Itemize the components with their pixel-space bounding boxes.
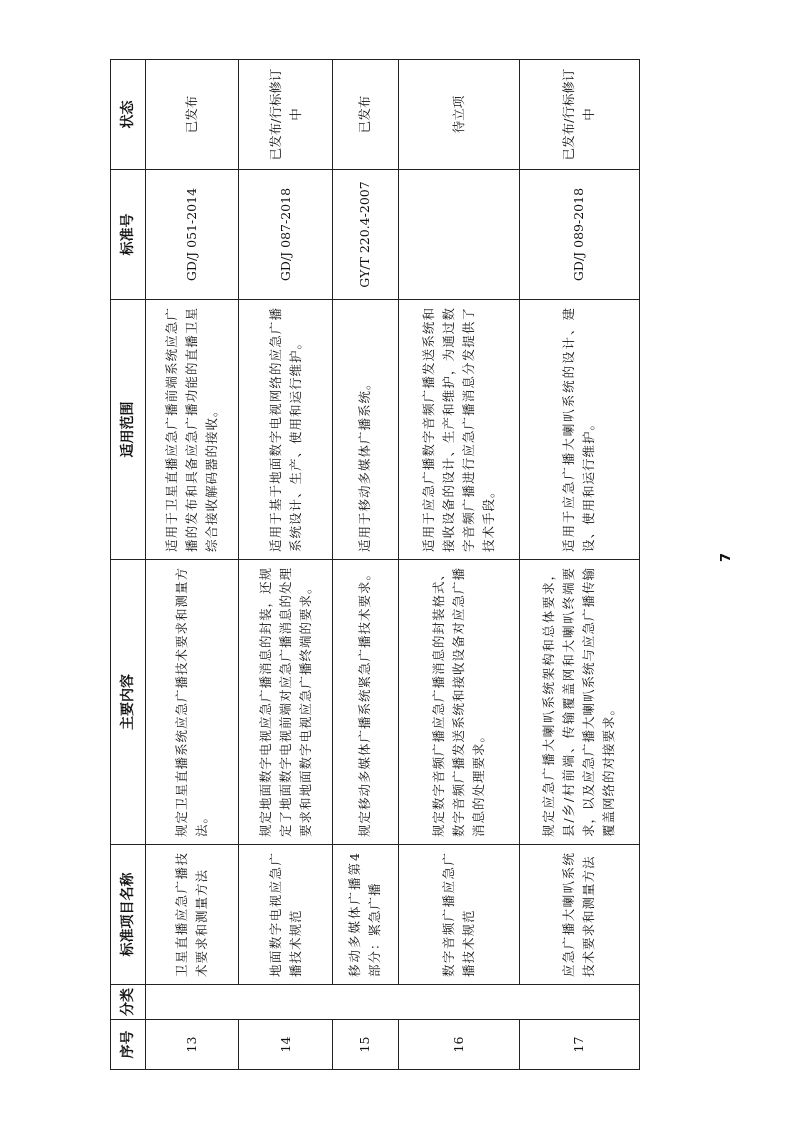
table-row [399, 60, 519, 1070]
cell-std-no: GY/T 220.4-2007 [332, 170, 398, 300]
cell-std-no: GD/J 051-2014 [146, 170, 239, 300]
header-status: 状态 [111, 60, 146, 170]
cell-content: 规定应急广播大喇叭系统架构和总体要求，县/乡/村前端、传输覆盖网和大喇叭终端要求，以及应急广播大喇叭系统与应急广播传输覆盖网络的对接要求。 [519, 560, 639, 845]
cell-status: 已发布 [146, 60, 239, 170]
header-std-no: 标准号 [111, 170, 146, 300]
cell-scope: 适用于卫星直播应急广播前端系统应急广播的发布和具备应急广播功能的直播卫星综合接收解码器的接收。 [146, 300, 239, 560]
cell-status: 已发布/行标修订中 [519, 60, 639, 170]
cell-std-no [399, 170, 519, 300]
table-row [519, 60, 639, 1070]
cell-scope: 适用于应急广播大喇叭系统的设计、建设、使用和运行维护。 [519, 300, 639, 560]
header-content: 主要内容 [111, 560, 146, 845]
cell-seq: 15 [332, 1020, 398, 1070]
standards-table [110, 59, 640, 1070]
cell-name: 地面数字电视应急广播技术规范 [239, 845, 332, 985]
cell-seq: 14 [239, 1020, 332, 1070]
table-row [146, 60, 239, 1070]
cell-content: 规定卫星直播系统应急广播技术要求和测量方法。 [146, 560, 239, 845]
cell-status: 已发布 [332, 60, 398, 170]
header-row [111, 60, 146, 1070]
cell-status: 待立项 [399, 60, 519, 170]
cell-std-no: GD/J 087-2018 [239, 170, 332, 300]
cell-scope: 适用于应急广播数字音频广播发送系统和接收设备的设计、生产和维护，为通过数字音频广播进行应急广播消息分发提供了技术手段。 [399, 300, 519, 560]
cell-seq: 16 [399, 1020, 519, 1070]
cell-seq: 13 [146, 1020, 239, 1070]
cell-name: 移动多媒体广播第4部分：紧急广播 [332, 845, 398, 985]
cell-content: 规定数字音频广播应急广播消息的封装格式、数字音频广播发送系统和接收设备对应急广播消息的处理要求。 [399, 560, 519, 845]
cell-status: 已发布/行标修订中 [239, 60, 332, 170]
page-number: 7 [719, 552, 735, 563]
header-seq: 序号 [111, 1020, 146, 1070]
cell-name: 应急广播大喇叭系统技术要求和测量方法 [519, 845, 639, 985]
cell-std-no: GD/J 089-2018 [519, 170, 639, 300]
table-row [239, 60, 332, 1070]
header-scope: 适用范围 [111, 300, 146, 560]
cell-scope: 适用于基于地面数字电视网络的应急广播系统设计、生产、使用和运行维护。 [239, 300, 332, 560]
cell-name: 卫星直播应急广播技术要求和测量方法 [146, 845, 239, 985]
header-category: 分类 [111, 985, 146, 1020]
cell-scope: 适用于移动多媒体广播系统。 [332, 300, 398, 560]
cell-category [146, 985, 640, 1020]
header-name: 标准项目名称 [111, 845, 146, 985]
cell-content: 规定移动多媒体广播系统紧急广播技术要求。 [332, 560, 398, 845]
cell-content: 规定地面数字电视应急广播消息的封装，还规定了地面数字电视前端对应急广播消息的处理要求和地面数字电视应急广播终端的要求。 [239, 560, 332, 845]
table-row [332, 60, 398, 1070]
cell-seq: 17 [519, 1020, 639, 1070]
cell-name: 数字音频广播应急广播技术规范 [399, 845, 519, 985]
rotated-table-wrapper [110, 60, 640, 1070]
